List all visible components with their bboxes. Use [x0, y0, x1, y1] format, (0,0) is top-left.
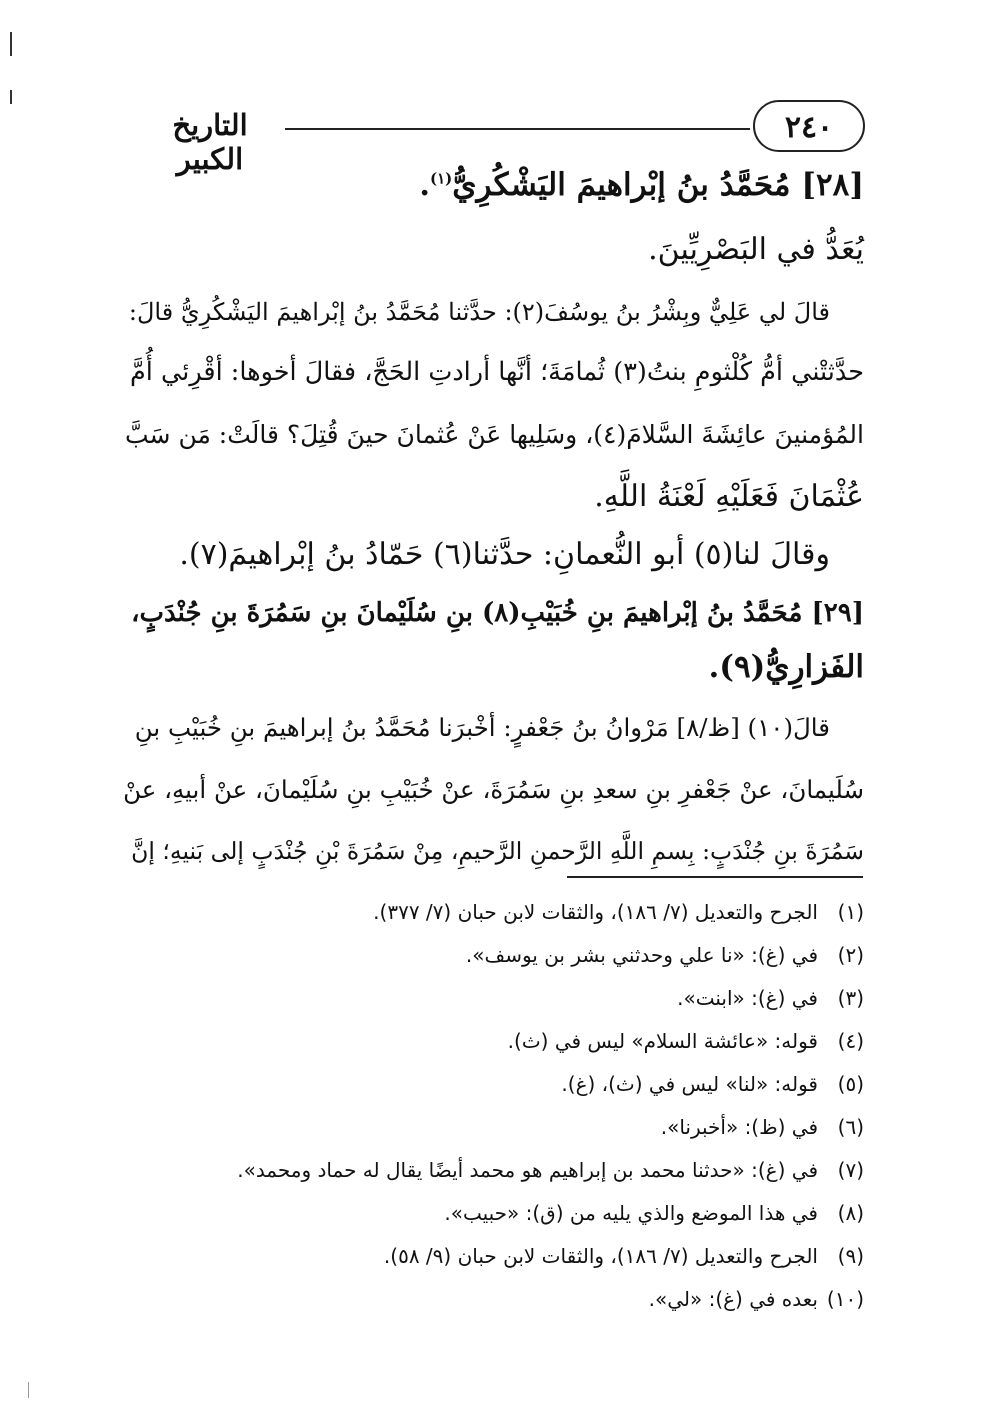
footnote-item: [200, 1115, 864, 1158]
footnote-number: (١٠): [826, 1287, 864, 1311]
footnote-item: [200, 1072, 864, 1115]
footnote-text: الجرح والتعديل (٧/ ١٨٦)، والثقات لابن حبان (٩/ ٥٨).: [383, 1244, 818, 1268]
footnote-text: الجرح والتعديل (٧/ ١٨٦)، والثقات لابن حبان (٧/ ٣٧٧).: [373, 900, 818, 924]
footnote-item: [200, 986, 864, 1029]
footnote-item: [200, 1244, 864, 1287]
footnote-text: في (غ): «ابنت».: [677, 986, 818, 1010]
footnote-ref: (١): [430, 169, 453, 188]
text-line-content: قالَ لي عَلِيٌّ وبِشْرُ بنُ يوسُفَ(٢): حدَّثنا مُحَمَّدُ بنُ إبْراهيمَ اليَشْكُرِيُّ قالَ:: [128, 298, 830, 326]
footnote-item: [200, 1201, 864, 1244]
footnote-number: (١): [837, 900, 864, 924]
footnote-item: [200, 1287, 864, 1330]
footnote-text: قوله: «عائشة السلام» ليس في (ث).: [507, 1029, 818, 1053]
footnote-number: (٣): [837, 986, 864, 1010]
text-line: وقالَ لنا(٥) أبو النُّعمانِ: حدَّثنا(٦) حَمّادُ بنُ إبْراهيمَ(٧).: [179, 537, 830, 572]
scan-edge-mark: [10, 90, 12, 104]
text-line: قالَ(١٠) [ظ/٨] مَرْوانُ بنُ جَعْفرٍ: أخْبرَنا مُحَمَّدُ بنُ إبراهيمَ بنِ خُبَيْبِ بنِ: [134, 713, 830, 742]
footnote-number: (٨): [837, 1201, 864, 1225]
footnotes: [200, 900, 864, 1330]
text-line: المُؤمنينَ عائِشَةَ السَّلامَ(٤)، وسَلِيها عَنْ عُثمانَ حينَ قُتِلَ؟ قالَتْ: مَن سَبَّ: [125, 420, 864, 449]
running-title: التاريخ الكبير: [172, 108, 248, 176]
header-rule: [285, 128, 750, 130]
entry-29-heading-line2: الفَزارِيُّ(٩).: [708, 649, 864, 685]
text-line: سَمُرَةَ بنِ جُنْدَبٍ: بِسمِ اللَّهِ الرَّحمنِ الرَّحيمِ، مِنْ سَمُرَةَ بْنِ جُنْدَبٍ إلى بَنيهِ؛ إنَّ: [131, 837, 864, 865]
footnote-text: في (غ): «نا علي وحدثني بشر بن يوسف».: [465, 943, 818, 967]
footnote-number: (٩): [837, 1244, 864, 1268]
footnote-number: (٦): [837, 1115, 864, 1139]
text-line: يُعَدُّ في البَصْرِيِّينَ.: [648, 232, 864, 267]
text-line: سُلَيمانَ، عنْ جَعْفرِ بنِ سعدِ بنِ سَمُرَةَ، عنْ خُبَيْبِ بنِ سُلَيْمانَ، عنْ أبيهِ، عنْ: [123, 775, 864, 804]
entry-heading-text: [٢٨] مُحَمَّدُ بنُ إبْراهيمَ اليَشْكُرِيُّ: [452, 167, 864, 203]
entry-28-heading: [419, 167, 864, 203]
footnote-text: في (ظ): «أخبرنا».: [660, 1115, 818, 1139]
footnote-number: (٤): [837, 1029, 864, 1053]
footnote-text: في هذا الموضع والذي يليه من (ق): «حبيب».: [444, 1201, 818, 1225]
footnote-separator: [567, 876, 863, 878]
footnote-text: قوله: «لنا» ليس في (ث)، (غ).: [561, 1072, 818, 1096]
scan-edge-mark: [10, 32, 12, 56]
footnote-text: بعده في (غ): «لي».: [648, 1287, 818, 1311]
text-line: حدَّثتْني أمُّ كُلْثومِ بنتُ(٣) ثُمامَةَ؛ أنَّها أرادتِ الحَجَّ، فقالَ أخوها: أقْرِئي أُمَّ: [130, 357, 864, 387]
footnote-item: [200, 1158, 864, 1201]
footnote-text: في (غ): «حدثنا محمد بن إبراهيم هو محمد أيضًا يقال له حماد ومحمد».: [237, 1158, 818, 1182]
text-line: عُثْمَانَ فَعَلَيْهِ لَعْنَةُ اللَّهِ.: [594, 479, 864, 514]
entry-29-heading-line1: [٢٩] مُحَمَّدُ بنُ إبْراهيمَ بنِ خُبَيْبِ(٨) بنِ سُلَيْمانَ بنِ سَمُرَةَ بنِ جُنْدَبٍ،: [131, 598, 864, 628]
footnote-item: [200, 943, 864, 986]
page-number: ٢٤٠: [753, 100, 865, 152]
footnote-number: (٥): [837, 1072, 864, 1096]
footnote-item: [200, 900, 864, 943]
footnote-item: [200, 1029, 864, 1072]
entry-heading-end: .: [419, 167, 430, 203]
text-line: [122, 300, 864, 324]
scan-edge-mark: [28, 1382, 29, 1398]
page-header: [135, 98, 865, 176]
footnote-number: (٧): [837, 1158, 864, 1182]
footnote-number: (٢): [837, 943, 864, 967]
